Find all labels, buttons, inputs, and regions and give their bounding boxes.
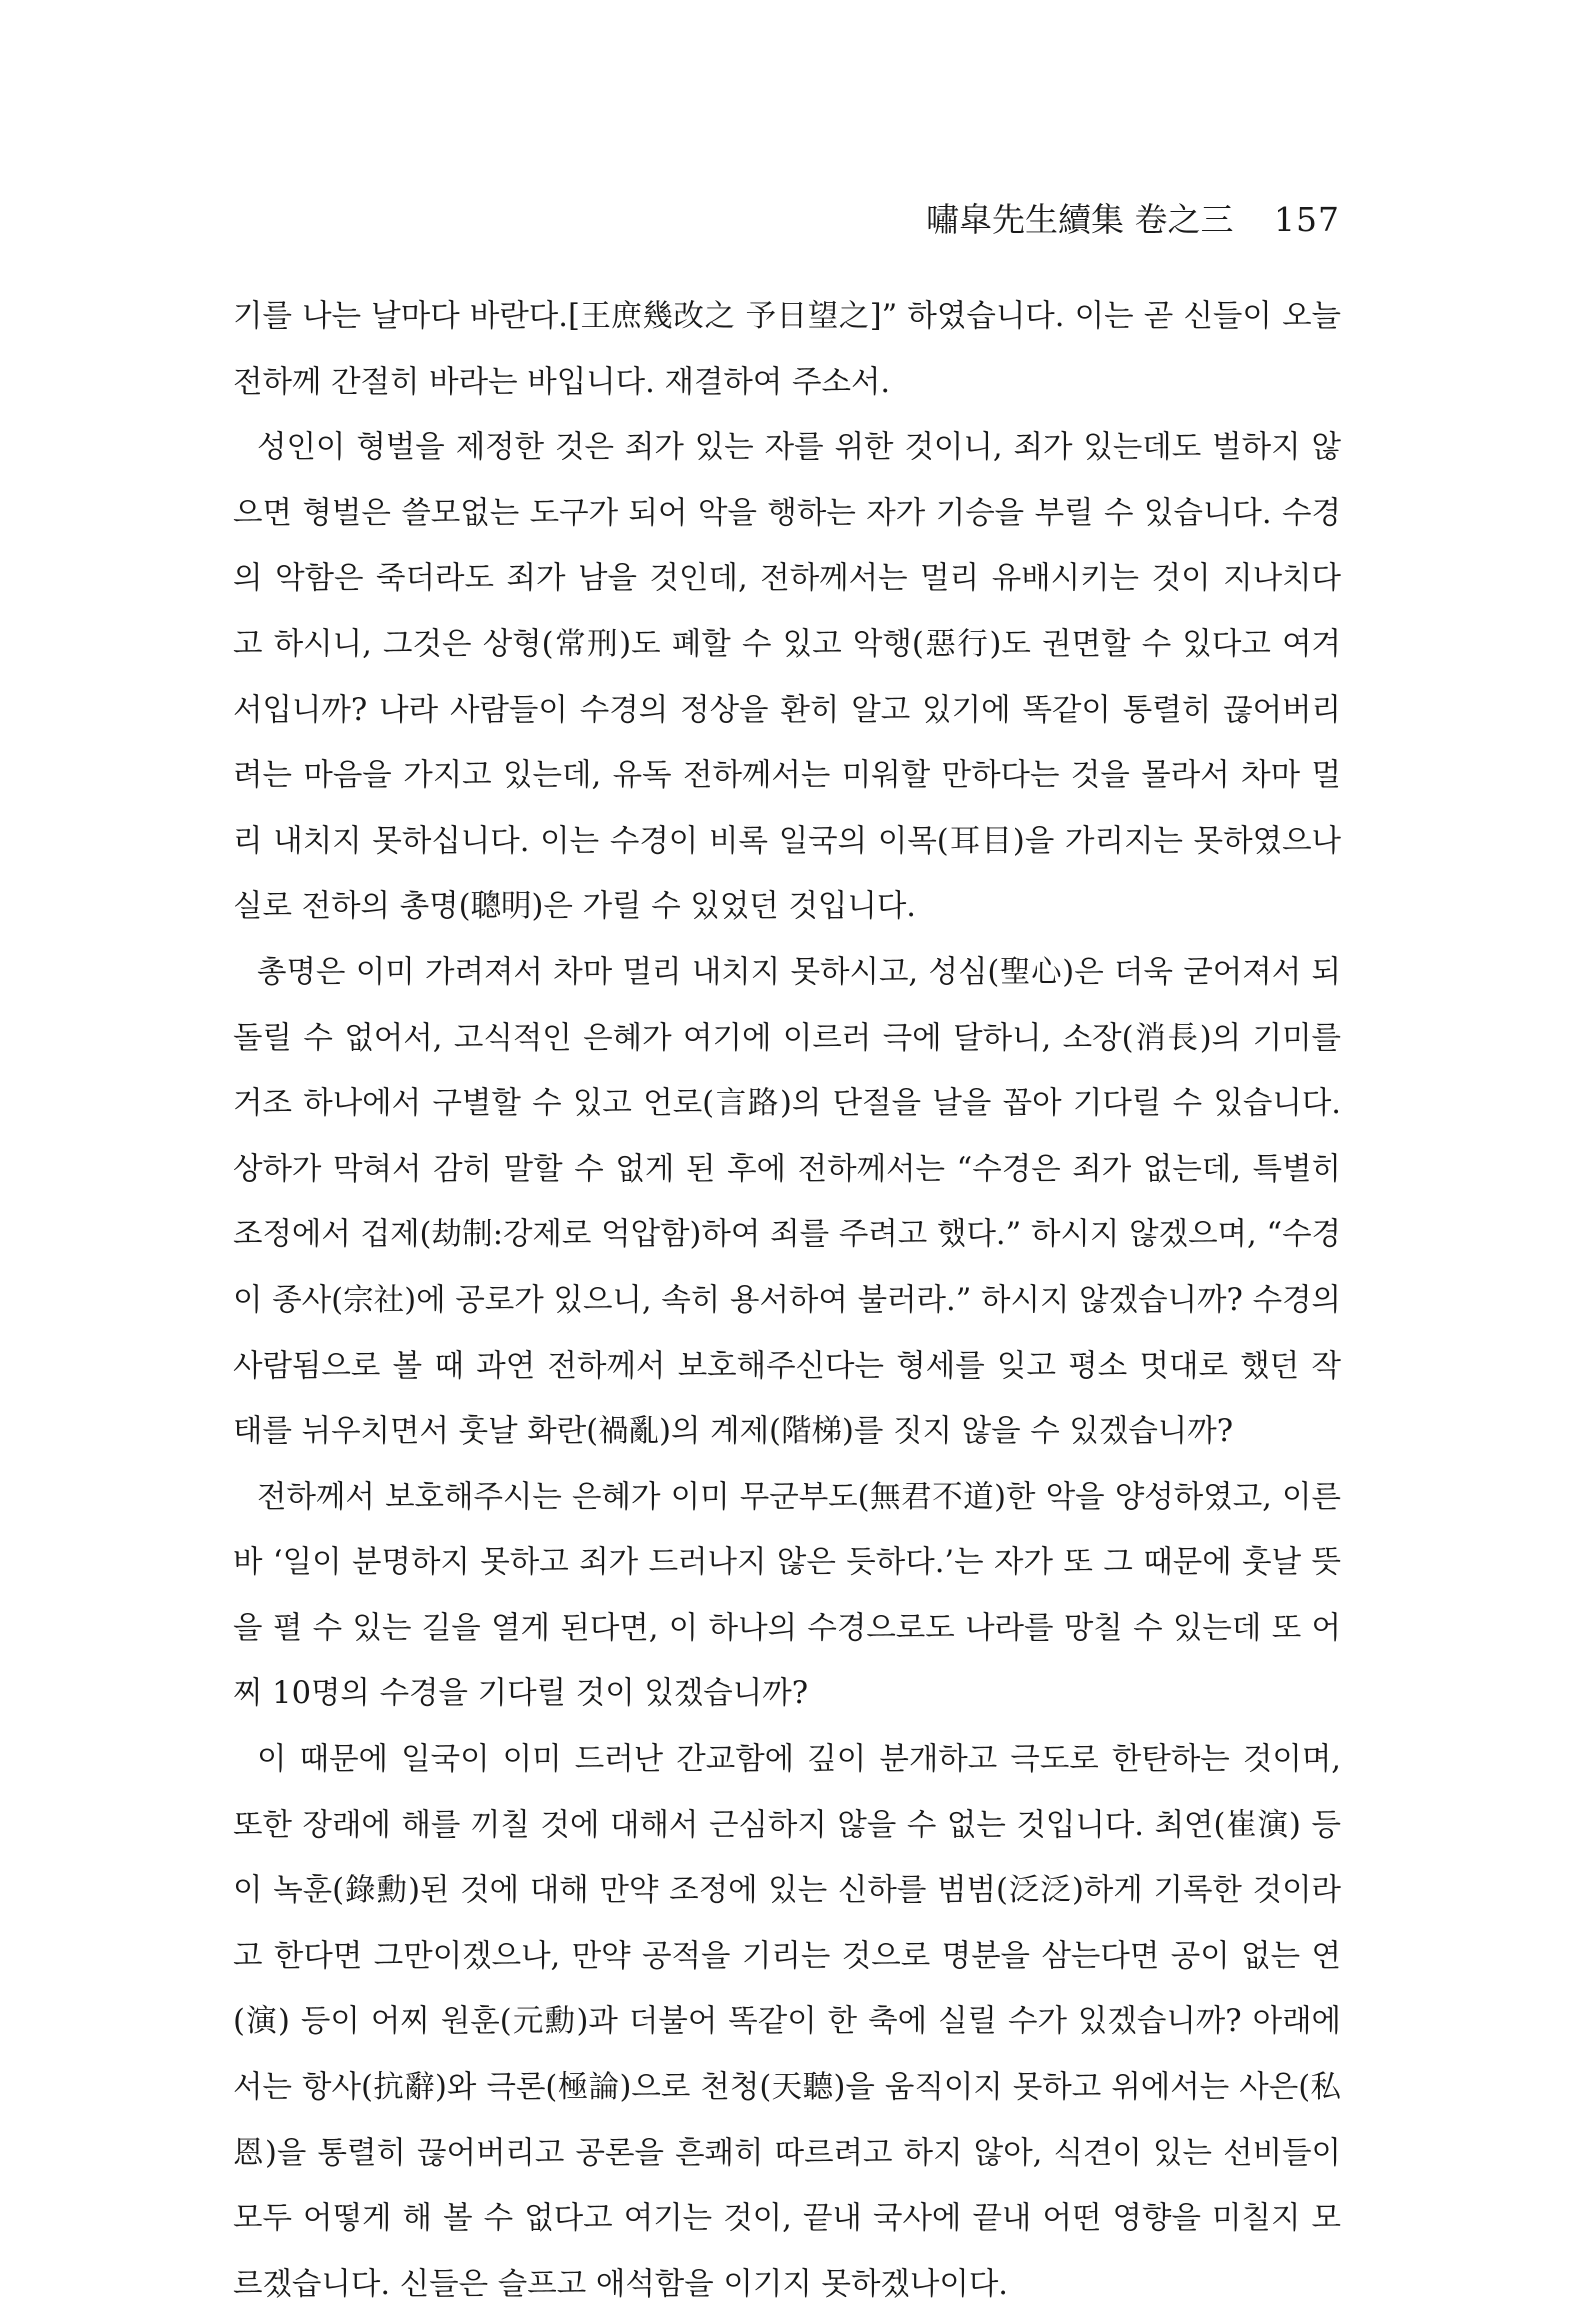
book-title: 嘯皐先生續集 卷之三 — [926, 200, 1234, 239]
running-header — [230, 194, 1340, 241]
paragraph: 기를 나는 날마다 바란다.[王庶幾改之 予日望之]” 하였습니다. 이는 곧 신들이 오늘 전하께 간절히 바라는 바입니다. 재결하여 주소서. — [233, 299, 1341, 400]
paragraph: 이 때문에 일국이 이미 드러난 간교함에 깊이 분개하고 극도로 한탄하는 것이며, 또한 장래에 해를 끼칠 것에 대해서 근심하지 않을 수 없는 것입니다. 최연(崔演) 등이 녹훈(錄勳)된 것에 대해 만약 조정에 있는 신하를 범범(泛泛)하게 기록한 것이라고 한다면 그만이겠으나, 만약 공적을 기리는 것으로 명분을 삼는다면 공이 없는 연(演) 등이 어찌 원훈(元勳)과 더불어 똑같이 한 축에 실릴 수가 있겠습니까? 아래에서는 항사(抗辭)와 극론(極論)으로 천청(天聽)을 움직이지 못하고 위에서는 사은(私恩)을 통렬히 끊어버리고 공론을 흔쾌히 따르려고 하지 않아, 식견이 있는 선비들이 모두 어떻게 해 볼 수 없다고 여기는 것이, 끝내 국사에 끝내 어떤 영향을 미칠지 모르겠습니다. 신들은 슬프고 애석함을 이기지 못하겠나이다. — [233, 1742, 1341, 2302]
paragraph: 성인이 형벌을 제정한 것은 죄가 있는 자를 위한 것이니, 죄가 있는데도 벌하지 않으면 형벌은 쓸모없는 도구가 되어 악을 행하는 자가 기승을 부릴 수 있습니다. 수경의 악함은 죽더라도 죄가 남을 것인데, 전하께서는 멀리 유배시키는 것이 지나치다고 하시니, 그것은 상형(常刑)도 폐할 수 있고 악행(惡行)도 권면할 수 있다고 여겨서입니까? 나라 사람들이 수경의 정상을 환히 알고 있기에 똑같이 통렬히 끊어버리려는 마음을 가지고 있는데, 유독 전하께서는 미워할 만하다는 것을 몰라서 차마 멀리 내치지 못하십니다. 이는 수경이 비록 일국의 이목(耳目)을 가리지는 못하였으나 실로 전하의 총명(聰明)은 가릴 수 있었던 것입니다. — [233, 430, 1341, 925]
page-number: 157 — [1274, 200, 1340, 239]
paragraph: 전하께서 보호해주시는 은혜가 이미 무군부도(無君不道)한 악을 양성하였고, 이른바 ‘일이 분명하지 못하고 죄가 드러나지 않은 듯하다.’는 자가 또 그 때문에 훗날 뜻을 펼 수 있는 길을 열게 된다면, 이 하나의 수경으로도 나라를 망칠 수 있는데 또 어찌 10명의 수경을 기다릴 것이 있겠습니까? — [233, 1479, 1341, 1712]
paragraph: 총명은 이미 가려져서 차마 멀리 내치지 못하시고, 성심(聖心)은 더욱 굳어져서 되돌릴 수 없어서, 고식적인 은혜가 여기에 이르러 극에 달하니, 소장(消長)의 기미를 거조 하나에서 구별할 수 있고 언로(言路)의 단절을 날을 꼽아 기다릴 수 있습니다. 상하가 막혀서 감히 말할 수 없게 된 후에 전하께서는 “수경은 죄가 없는데, 특별히 조정에서 겁제(劫制:강제로 억압함)하여 죄를 주려고 했다.” 하시지 않겠으며, “수경이 종사(宗社)에 공로가 있으니, 속히 용서하여 불러라.” 하시지 않겠습니까? 수경의 사람됨으로 볼 때 과연 전하께서 보호해주신다는 형세를 잊고 평소 멋대로 했던 작태를 뉘우치면서 훗날 화란(禍亂)의 계제(階梯)를 짓지 않을 수 있겠습니까? — [233, 954, 1341, 1450]
body-text — [233, 284, 1341, 2317]
